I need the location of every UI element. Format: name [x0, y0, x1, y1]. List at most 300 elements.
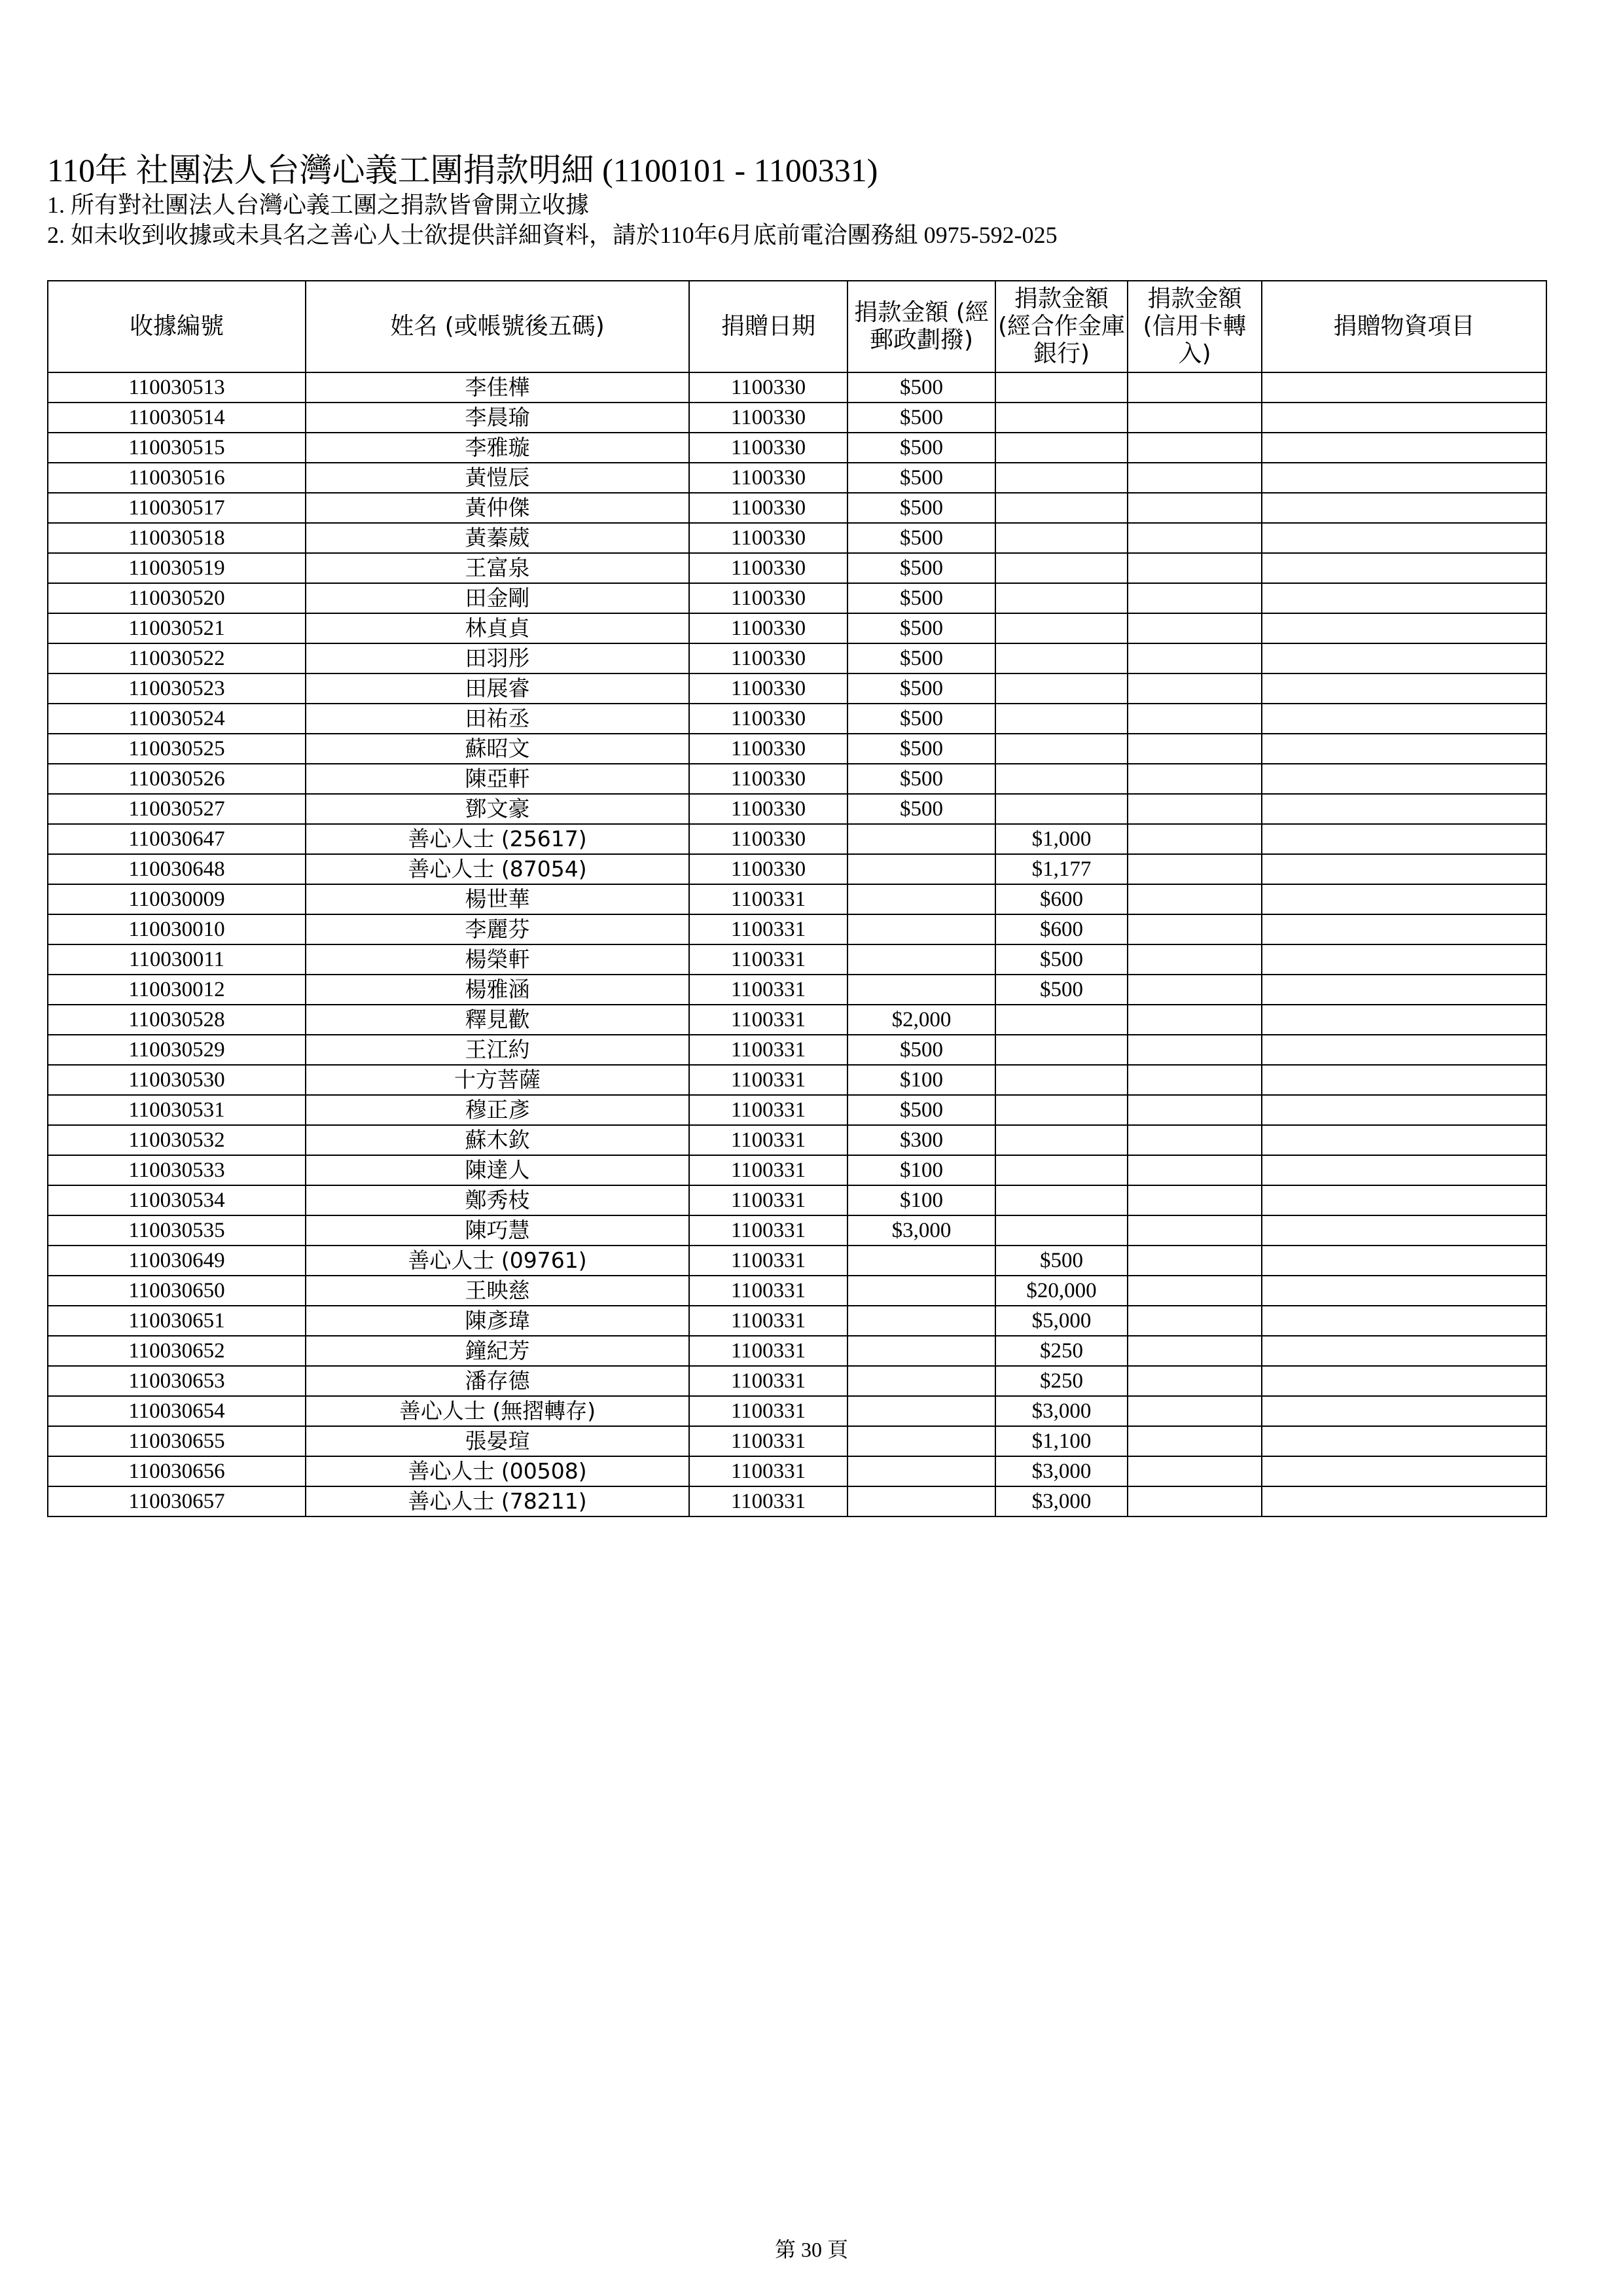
header-goods: 捐贈物資項目 [1262, 281, 1546, 372]
amount-credit-card-cell [1128, 1215, 1262, 1246]
date-cell: 1100331 [689, 1486, 847, 1516]
name-cell: 張晏瑄 [306, 1426, 689, 1456]
name-cell: 善心人士 (無摺轉存) [306, 1396, 689, 1426]
amount-postal-cell: $3,000 [847, 1215, 995, 1246]
header-date: 捐贈日期 [689, 281, 847, 372]
amount-postal-cell: $300 [847, 1125, 995, 1155]
table-row [48, 1095, 1546, 1125]
amount-postal-cell [847, 1366, 995, 1396]
amount-bank-cell [995, 643, 1128, 673]
amount-bank-cell: $250 [995, 1366, 1128, 1396]
table-body [48, 372, 1546, 1516]
amount-bank-cell [995, 1215, 1128, 1246]
table-row [48, 493, 1546, 523]
amount-credit-card-cell [1128, 1396, 1262, 1426]
amount-bank-cell: $250 [995, 1336, 1128, 1366]
amount-credit-card-cell [1128, 1276, 1262, 1306]
name-cell: 楊世華 [306, 884, 689, 914]
receipt-no-cell: 110030656 [48, 1456, 306, 1486]
date-cell: 1100331 [689, 1065, 847, 1095]
receipt-no-cell: 110030527 [48, 794, 306, 824]
table-row [48, 704, 1546, 734]
date-cell: 1100330 [689, 643, 847, 673]
amount-credit-card-cell [1128, 1336, 1262, 1366]
name-cell: 李雅璇 [306, 433, 689, 463]
amount-credit-card-cell [1128, 1366, 1262, 1396]
receipt-no-cell: 110030525 [48, 734, 306, 764]
name-cell: 楊雅涵 [306, 975, 689, 1005]
date-cell: 1100331 [689, 884, 847, 914]
amount-bank-cell [995, 1035, 1128, 1065]
amount-credit-card-cell [1128, 583, 1262, 613]
table-row [48, 463, 1546, 493]
amount-postal-cell [847, 1426, 995, 1456]
amount-postal-cell [847, 1306, 995, 1336]
date-cell: 1100331 [689, 1426, 847, 1456]
receipt-no-cell: 110030010 [48, 914, 306, 944]
date-cell: 1100331 [689, 944, 847, 975]
goods-cell [1262, 1246, 1546, 1276]
table-row [48, 1306, 1546, 1336]
receipt-no-cell: 110030535 [48, 1215, 306, 1246]
name-cell: 田金剛 [306, 583, 689, 613]
receipt-no-cell: 110030654 [48, 1396, 306, 1426]
name-cell: 王映慈 [306, 1276, 689, 1306]
amount-postal-cell [847, 884, 995, 914]
amount-credit-card-cell [1128, 1185, 1262, 1215]
goods-cell [1262, 764, 1546, 794]
amount-credit-card-cell [1128, 1005, 1262, 1035]
goods-cell [1262, 1035, 1546, 1065]
name-cell: 善心人士 (00508) [306, 1456, 689, 1486]
receipt-no-cell: 110030650 [48, 1276, 306, 1306]
name-cell: 釋見歡 [306, 1005, 689, 1035]
amount-credit-card-cell [1128, 1426, 1262, 1456]
table-row [48, 1185, 1546, 1215]
amount-bank-cell [995, 403, 1128, 433]
amount-bank-cell [995, 673, 1128, 704]
receipt-no-cell: 110030011 [48, 944, 306, 975]
name-cell: 陳亞軒 [306, 764, 689, 794]
name-cell: 黃蓁葳 [306, 523, 689, 553]
receipt-no-cell: 110030652 [48, 1336, 306, 1366]
name-cell: 善心人士 (25617) [306, 824, 689, 854]
name-cell: 鐘紀芳 [306, 1336, 689, 1366]
amount-postal-cell: $500 [847, 1095, 995, 1125]
amount-credit-card-cell [1128, 1155, 1262, 1185]
goods-cell [1262, 372, 1546, 403]
table-row [48, 1005, 1546, 1035]
amount-postal-cell [847, 1246, 995, 1276]
goods-cell [1262, 403, 1546, 433]
amount-bank-cell: $3,000 [995, 1456, 1128, 1486]
date-cell: 1100330 [689, 372, 847, 403]
table-header-row [48, 281, 1546, 372]
table-row [48, 914, 1546, 944]
goods-cell [1262, 553, 1546, 583]
amount-postal-cell: $500 [847, 1035, 995, 1065]
amount-credit-card-cell [1128, 734, 1262, 764]
receipt-no-cell: 110030524 [48, 704, 306, 734]
amount-bank-cell [995, 372, 1128, 403]
amount-postal-cell: $500 [847, 523, 995, 553]
date-cell: 1100331 [689, 1185, 847, 1215]
amount-credit-card-cell [1128, 1456, 1262, 1486]
amount-postal-cell: $500 [847, 433, 995, 463]
goods-cell [1262, 704, 1546, 734]
goods-cell [1262, 914, 1546, 944]
goods-cell [1262, 1155, 1546, 1185]
amount-postal-cell: $500 [847, 704, 995, 734]
goods-cell [1262, 824, 1546, 854]
header-receipt-no: 收據編號 [48, 281, 306, 372]
name-cell: 黃愷辰 [306, 463, 689, 493]
amount-bank-cell [995, 523, 1128, 553]
date-cell: 1100331 [689, 1306, 847, 1336]
amount-bank-cell [995, 583, 1128, 613]
receipt-no-cell: 110030009 [48, 884, 306, 914]
table-row [48, 1246, 1546, 1276]
amount-bank-cell: $500 [995, 975, 1128, 1005]
date-cell: 1100331 [689, 1336, 847, 1366]
receipt-no-cell: 110030528 [48, 1005, 306, 1035]
amount-bank-cell: $1,177 [995, 854, 1128, 884]
table-row [48, 1125, 1546, 1155]
goods-cell [1262, 583, 1546, 613]
date-cell: 1100330 [689, 463, 847, 493]
goods-cell [1262, 1306, 1546, 1336]
amount-postal-cell [847, 1486, 995, 1516]
name-cell: 穆正彥 [306, 1095, 689, 1125]
name-cell: 善心人士 (87054) [306, 854, 689, 884]
goods-cell [1262, 1125, 1546, 1155]
receipt-no-cell: 110030522 [48, 643, 306, 673]
name-cell: 黃仲傑 [306, 493, 689, 523]
amount-credit-card-cell [1128, 1095, 1262, 1125]
amount-postal-cell [847, 824, 995, 854]
receipt-no-cell: 110030529 [48, 1035, 306, 1065]
amount-credit-card-cell [1128, 1125, 1262, 1155]
goods-cell [1262, 433, 1546, 463]
receipt-no-cell: 110030534 [48, 1185, 306, 1215]
date-cell: 1100331 [689, 1035, 847, 1065]
amount-bank-cell [995, 1095, 1128, 1125]
name-cell: 潘存德 [306, 1366, 689, 1396]
date-cell: 1100330 [689, 403, 847, 433]
date-cell: 1100330 [689, 794, 847, 824]
amount-credit-card-cell [1128, 403, 1262, 433]
table-row [48, 433, 1546, 463]
date-cell: 1100331 [689, 1276, 847, 1306]
goods-cell [1262, 734, 1546, 764]
amount-postal-cell: $500 [847, 734, 995, 764]
name-cell: 李晨瑜 [306, 403, 689, 433]
receipt-no-cell: 110030517 [48, 493, 306, 523]
receipt-no-cell: 110030531 [48, 1095, 306, 1125]
amount-credit-card-cell [1128, 372, 1262, 403]
name-cell: 鄭秀枝 [306, 1185, 689, 1215]
date-cell: 1100331 [689, 1246, 847, 1276]
receipt-no-cell: 110030519 [48, 553, 306, 583]
goods-cell [1262, 613, 1546, 643]
table-row [48, 734, 1546, 764]
date-cell: 1100330 [689, 673, 847, 704]
table-row [48, 583, 1546, 613]
table-row [48, 1336, 1546, 1366]
amount-credit-card-cell [1128, 1065, 1262, 1095]
date-cell: 1100331 [689, 1366, 847, 1396]
amount-postal-cell [847, 944, 995, 975]
amount-credit-card-cell [1128, 553, 1262, 583]
date-cell: 1100331 [689, 1456, 847, 1486]
receipt-no-cell: 110030530 [48, 1065, 306, 1095]
amount-postal-cell: $100 [847, 1185, 995, 1215]
header-amount-bank: 捐款金額 (經合作金庫銀行) [995, 281, 1128, 372]
amount-bank-cell: $3,000 [995, 1396, 1128, 1426]
amount-credit-card-cell [1128, 613, 1262, 643]
goods-cell [1262, 1065, 1546, 1095]
receipt-no-cell: 110030012 [48, 975, 306, 1005]
table-row [48, 884, 1546, 914]
amount-bank-cell: $20,000 [995, 1276, 1128, 1306]
amount-credit-card-cell [1128, 794, 1262, 824]
goods-cell [1262, 463, 1546, 493]
amount-credit-card-cell [1128, 824, 1262, 854]
receipt-no-cell: 110030523 [48, 673, 306, 704]
table-row [48, 613, 1546, 643]
amount-bank-cell [995, 1185, 1128, 1215]
amount-postal-cell: $2,000 [847, 1005, 995, 1035]
date-cell: 1100330 [689, 493, 847, 523]
amount-bank-cell: $600 [995, 914, 1128, 944]
date-cell: 1100330 [689, 523, 847, 553]
amount-credit-card-cell [1128, 1246, 1262, 1276]
amount-credit-card-cell [1128, 1306, 1262, 1336]
amount-bank-cell [995, 1125, 1128, 1155]
table-row [48, 403, 1546, 433]
amount-bank-cell [995, 1005, 1128, 1035]
receipt-no-cell: 110030532 [48, 1125, 306, 1155]
receipt-no-cell: 110030657 [48, 1486, 306, 1516]
amount-postal-cell: $500 [847, 643, 995, 673]
amount-postal-cell: $500 [847, 463, 995, 493]
goods-cell [1262, 523, 1546, 553]
goods-cell [1262, 1426, 1546, 1456]
name-cell: 王富泉 [306, 553, 689, 583]
name-cell: 楊榮軒 [306, 944, 689, 975]
amount-postal-cell [847, 1456, 995, 1486]
table-row [48, 673, 1546, 704]
table-row [48, 794, 1546, 824]
name-cell: 蘇木欽 [306, 1125, 689, 1155]
goods-cell [1262, 673, 1546, 704]
receipt-no-cell: 110030533 [48, 1155, 306, 1185]
amount-postal-cell: $500 [847, 553, 995, 583]
amount-postal-cell: $500 [847, 403, 995, 433]
name-cell: 田展睿 [306, 673, 689, 704]
date-cell: 1100331 [689, 1396, 847, 1426]
date-cell: 1100330 [689, 824, 847, 854]
goods-cell [1262, 1185, 1546, 1215]
amount-bank-cell: $1,000 [995, 824, 1128, 854]
amount-credit-card-cell [1128, 1486, 1262, 1516]
amount-postal-cell: $500 [847, 583, 995, 613]
amount-postal-cell [847, 1276, 995, 1306]
receipt-no-cell: 110030518 [48, 523, 306, 553]
amount-credit-card-cell [1128, 944, 1262, 975]
amount-credit-card-cell [1128, 884, 1262, 914]
table-row [48, 1065, 1546, 1095]
amount-bank-cell [995, 613, 1128, 643]
amount-bank-cell [995, 764, 1128, 794]
receipt-no-cell: 110030653 [48, 1366, 306, 1396]
table-row [48, 944, 1546, 975]
amount-bank-cell [995, 1155, 1128, 1185]
receipt-no-cell: 110030651 [48, 1306, 306, 1336]
amount-credit-card-cell [1128, 433, 1262, 463]
name-cell: 蘇昭文 [306, 734, 689, 764]
donation-table [47, 280, 1547, 1517]
table-row [48, 764, 1546, 794]
amount-credit-card-cell [1128, 463, 1262, 493]
receipt-no-cell: 110030514 [48, 403, 306, 433]
date-cell: 1100331 [689, 1155, 847, 1185]
goods-cell [1262, 1456, 1546, 1486]
table-row [48, 1426, 1546, 1456]
name-cell: 善心人士 (09761) [306, 1246, 689, 1276]
table-row [48, 553, 1546, 583]
amount-bank-cell [995, 1065, 1128, 1095]
table-row [48, 643, 1546, 673]
name-cell: 林貞貞 [306, 613, 689, 643]
amount-credit-card-cell [1128, 975, 1262, 1005]
name-cell: 李佳樺 [306, 372, 689, 403]
amount-credit-card-cell [1128, 1035, 1262, 1065]
amount-bank-cell: $3,000 [995, 1486, 1128, 1516]
amount-postal-cell [847, 1336, 995, 1366]
amount-postal-cell [847, 854, 995, 884]
name-cell: 李麗芬 [306, 914, 689, 944]
date-cell: 1100330 [689, 613, 847, 643]
table-row [48, 372, 1546, 403]
header-amount-credit-card: 捐款金額 (信用卡轉入) [1128, 281, 1262, 372]
amount-postal-cell [847, 975, 995, 1005]
date-cell: 1100331 [689, 1125, 847, 1155]
header-amount-postal: 捐款金額 (經郵政劃撥) [847, 281, 995, 372]
table-row [48, 854, 1546, 884]
date-cell: 1100330 [689, 734, 847, 764]
amount-bank-cell [995, 794, 1128, 824]
receipt-no-cell: 110030526 [48, 764, 306, 794]
date-cell: 1100331 [689, 914, 847, 944]
name-cell: 陳巧慧 [306, 1215, 689, 1246]
name-cell: 善心人士 (78211) [306, 1486, 689, 1516]
name-cell: 十方菩薩 [306, 1065, 689, 1095]
date-cell: 1100330 [689, 854, 847, 884]
goods-cell [1262, 1005, 1546, 1035]
amount-credit-card-cell [1128, 673, 1262, 704]
table-row [48, 1276, 1546, 1306]
receipt-no-cell: 110030520 [48, 583, 306, 613]
amount-postal-cell: $500 [847, 372, 995, 403]
goods-cell [1262, 1336, 1546, 1366]
amount-credit-card-cell [1128, 914, 1262, 944]
amount-postal-cell: $500 [847, 673, 995, 704]
amount-bank-cell: $5,000 [995, 1306, 1128, 1336]
goods-cell [1262, 854, 1546, 884]
amount-bank-cell: $500 [995, 944, 1128, 975]
table-row [48, 1215, 1546, 1246]
table-row [48, 975, 1546, 1005]
receipt-no-cell: 110030649 [48, 1246, 306, 1276]
name-cell: 田祐丞 [306, 704, 689, 734]
amount-postal-cell: $500 [847, 613, 995, 643]
date-cell: 1100331 [689, 1095, 847, 1125]
date-cell: 1100331 [689, 975, 847, 1005]
name-cell: 田羽彤 [306, 643, 689, 673]
table-row [48, 1366, 1546, 1396]
amount-postal-cell: $500 [847, 794, 995, 824]
date-cell: 1100330 [689, 553, 847, 583]
receipt-no-cell: 110030647 [48, 824, 306, 854]
goods-cell [1262, 1486, 1546, 1516]
goods-cell [1262, 884, 1546, 914]
amount-bank-cell [995, 704, 1128, 734]
date-cell: 1100330 [689, 764, 847, 794]
date-cell: 1100330 [689, 583, 847, 613]
amount-bank-cell [995, 553, 1128, 583]
table-row [48, 1035, 1546, 1065]
amount-credit-card-cell [1128, 764, 1262, 794]
goods-cell [1262, 975, 1546, 1005]
table-row [48, 1456, 1546, 1486]
goods-cell [1262, 643, 1546, 673]
amount-credit-card-cell [1128, 854, 1262, 884]
goods-cell [1262, 1095, 1546, 1125]
header-name: 姓名 (或帳號後五碼) [306, 281, 689, 372]
amount-credit-card-cell [1128, 523, 1262, 553]
amount-bank-cell [995, 734, 1128, 764]
note-receipt: 1. 所有對社團法人台灣心義工團之捐款皆會開立收據 [47, 192, 590, 218]
amount-bank-cell: $500 [995, 1246, 1128, 1276]
amount-postal-cell [847, 1396, 995, 1426]
goods-cell [1262, 1366, 1546, 1396]
name-cell: 王江約 [306, 1035, 689, 1065]
name-cell: 陳彥瑋 [306, 1306, 689, 1336]
amount-credit-card-cell [1128, 704, 1262, 734]
amount-postal-cell: $100 [847, 1155, 995, 1185]
receipt-no-cell: 110030655 [48, 1426, 306, 1456]
receipt-no-cell: 110030516 [48, 463, 306, 493]
page-number: 第 30 頁 [774, 2238, 848, 2261]
amount-credit-card-cell [1128, 643, 1262, 673]
document-title: 110年 社團法人台灣心義工團捐款明細 (1100101 - 1100331) [47, 152, 878, 188]
name-cell: 陳達人 [306, 1155, 689, 1185]
amount-postal-cell: $100 [847, 1065, 995, 1095]
table-row [48, 1486, 1546, 1516]
table-row [48, 523, 1546, 553]
receipt-no-cell: 110030513 [48, 372, 306, 403]
amount-postal-cell: $500 [847, 493, 995, 523]
receipt-no-cell: 110030648 [48, 854, 306, 884]
date-cell: 1100330 [689, 433, 847, 463]
amount-bank-cell: $600 [995, 884, 1128, 914]
goods-cell [1262, 1215, 1546, 1246]
amount-bank-cell: $1,100 [995, 1426, 1128, 1456]
date-cell: 1100330 [689, 704, 847, 734]
date-cell: 1100331 [689, 1005, 847, 1035]
table-row [48, 1396, 1546, 1426]
